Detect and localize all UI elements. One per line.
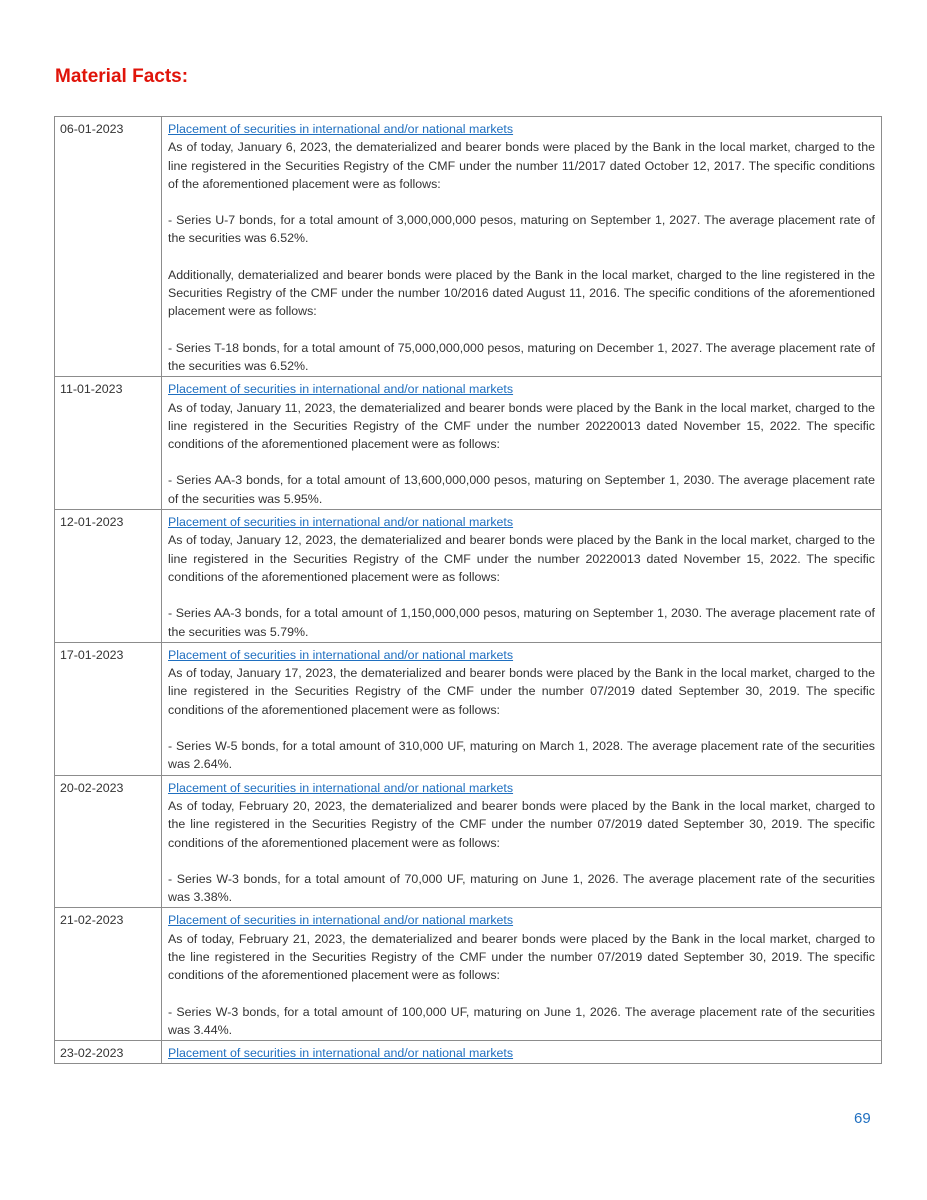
fact-description-cell [162, 775, 882, 908]
fact-paragraph: - Series U-7 bonds, for a total amount of 3,000,000,000 pesos, maturing on September 1, 2027. The average placement rate of the securities was 6.52%. [168, 213, 875, 246]
fact-paragraph: - Series W-3 bonds, for a total amount of 100,000 UF, maturing on June 1, 2026. The average placement rate of the securities was 3.44%. [168, 1004, 875, 1037]
fact-title-link[interactable]: Placement of securities in international and/or national markets [168, 913, 514, 928]
table-row [55, 642, 882, 775]
fact-title-link[interactable]: Placement of securities in international and/or national markets [168, 122, 514, 136]
fact-paragraph: As of today, January 6, 2023, the dematerialized and bearer bonds were placed by the Bank in the local market, charged to the line registered in the Securities Registry of the CMF under the number 11/2017 dated October 12, 2017. The specific conditions of the aforementioned placement were as follows: [168, 140, 875, 191]
fact-paragraph: As of today, February 21, 2023, the dematerialized and bearer bonds were placed by the Bank in the local market, charged to the line registered in the Securities Registry of the CMF under the number 07/2019 dated September 30, 2019. The specific conditions of the aforementioned placement were as follows: [168, 931, 875, 983]
fact-title-link[interactable]: Placement of securities in international and/or national markets [168, 382, 514, 397]
table-row [55, 908, 882, 1041]
fact-title-link[interactable]: Placement of securities in international and/or national markets [168, 1046, 514, 1061]
fact-description-cell [162, 117, 882, 377]
table-row [55, 775, 882, 908]
fact-paragraph: - Series W-5 bonds, for a total amount of 310,000 UF, maturing on March 1, 2028. The average placement rate of the securities was 2.64%. [168, 739, 875, 772]
fact-paragraph: Additionally, dematerialized and bearer bonds were placed by the Bank in the local market, charged to the line registered in the Securities Registry of the CMF under the number 10/2016 dated August 11, 2016. The specific conditions of the aforementioned placement were as follows: [168, 267, 875, 319]
fact-paragraph: As of today, January 17, 2023, the dematerialized and bearer bonds were placed by the Bank in the local market, charged to the line registered in the Securities Registry of the CMF under the number 07/2019 dated September 30, 2019. The specific conditions of the aforementioned placement were as follows: [168, 666, 875, 717]
material-facts-table-body [55, 117, 882, 1064]
fact-title-link[interactable]: Placement of securities in international and/or national markets [168, 780, 514, 795]
fact-paragraph: As of today, February 20, 2023, the dematerialized and bearer bonds were placed by the Bank in the local market, charged to the line registered in the Securities Registry of the CMF under the number 07/2019 dated September 30, 2019. The specific conditions of the aforementioned placement were as follows: [168, 798, 875, 850]
fact-description-cell [162, 908, 882, 1041]
fact-paragraph: As of today, January 11, 2023, the dematerialized and bearer bonds were placed by the Bank in the local market, charged to the line registered in the Securities Registry of the CMF under the number 20220013 dated November 15, 2022. The specific conditions of the aforementioned placement were as follows: [168, 400, 875, 452]
table-row [55, 510, 882, 643]
page-number: 69 [854, 1110, 871, 1127]
fact-date: 20-02-2023 [55, 775, 162, 908]
fact-paragraph: - Series T-18 bonds, for a total amount of 75,000,000,000 pesos, maturing on December 1, 2027. The average placement rate of the securities was 6.52%. [168, 340, 875, 373]
fact-title-link[interactable]: Placement of securities in international and/or national markets [168, 515, 514, 530]
fact-date: 17-01-2023 [55, 642, 162, 775]
table-row [55, 1041, 882, 1064]
page-title: Material Facts: [55, 66, 189, 87]
fact-description-cell [162, 510, 882, 643]
fact-paragraph: - Series AA-3 bonds, for a total amount of 1,150,000,000 pesos, maturing on September 1, 2030. The average placement rate of the securities was 5.79%. [168, 606, 875, 639]
table-row [55, 377, 882, 510]
fact-title-link[interactable]: Placement of securities in international and/or national markets [168, 647, 514, 662]
fact-paragraph: - Series W-3 bonds, for a total amount of 70,000 UF, maturing on June 1, 2026. The average placement rate of the securities was 3.38%. [168, 871, 875, 905]
fact-paragraph: As of today, January 12, 2023, the dematerialized and bearer bonds were placed by the Bank in the local market, charged to the line registered in the Securities Registry of the CMF under the number 20220013 dated November 15, 2022. The specific conditions of the aforementioned placement were as follows: [168, 533, 875, 584]
table-row [55, 117, 882, 377]
fact-description-cell [162, 1041, 882, 1064]
fact-date: 11-01-2023 [55, 377, 162, 510]
fact-description-cell [162, 377, 882, 510]
fact-date: 23-02-2023 [55, 1041, 162, 1064]
fact-description-cell [162, 642, 882, 775]
fact-date: 12-01-2023 [55, 510, 162, 643]
fact-paragraph: - Series AA-3 bonds, for a total amount of 13,600,000,000 pesos, maturing on September 1, 2030. The average placement rate of the securities was 5.95%. [168, 473, 875, 506]
fact-date: 21-02-2023 [55, 908, 162, 1041]
fact-date: 06-01-2023 [55, 117, 162, 377]
material-facts-table [54, 116, 882, 1064]
